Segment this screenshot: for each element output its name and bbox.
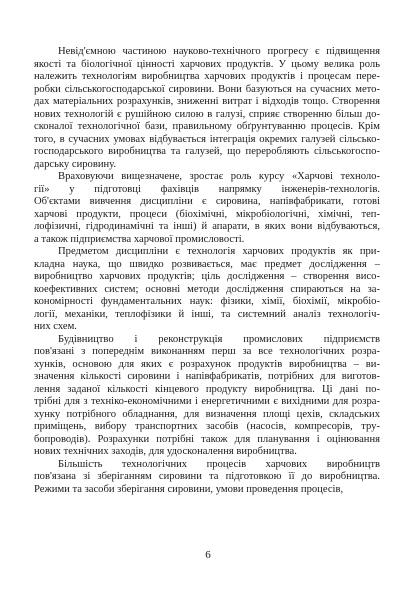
- text-line: нових технічних заходів, для удосконалення виробництва.: [34, 446, 297, 457]
- text-line: Більшість технологічних процесів харчових виробництв: [58, 458, 380, 470]
- text-line: того, в сучасних умовах відбувається інтеграція окремих галузей сільсько-: [34, 133, 380, 145]
- text-line: лофізичні, гідродинамічні та інші) й апарати, в яких вони відбуваються,: [34, 221, 380, 232]
- paragraph: [34, 46, 380, 171]
- text-line: трібні для з техніко-економічними і енергетичними є вихідними для розра-: [34, 396, 380, 407]
- body-text: [34, 46, 380, 496]
- text-line: кономірності фундаментальних наук: фізики, хімії, біохімії, мікробіо-: [34, 296, 380, 307]
- text-line: приміщень, вибору транспортних засобів (насосів, компресорів, тру-: [34, 421, 380, 432]
- text-line: виробництво харчових продуктів; ціль дослідження – створення висо-: [34, 271, 380, 282]
- text-line: лення заданої кількості кінцевого продукту виробництва. Ці дані по-: [34, 383, 380, 395]
- text-line: належить технологіям виробництва харчових продуктів і процесам пере-: [34, 71, 380, 82]
- text-line: Невід'ємною частиною науково-технічного прогресу є підвищення: [58, 46, 380, 57]
- text-line: кладна наука, що швидко розвивається, має предмет дослідження –: [34, 258, 380, 270]
- paragraph: [34, 171, 380, 246]
- text-line: Будівництво і реконструкція промислових підприємств: [58, 333, 380, 345]
- text-line: гії» у підготовці фахівців напрямку інженерів-технологів.: [34, 183, 380, 195]
- text-line: значення кількості сировини і напівфабрикатів, потрібних для виготов-: [34, 371, 380, 382]
- text-line: дарську сировину.: [34, 158, 117, 170]
- text-line: бопроводів). Розрахунки потрібні також для планування і оцінювання: [34, 433, 380, 445]
- text-line: нових технологій є рушійною силою в галузі, сприяє створенню більш до-: [34, 108, 380, 120]
- text-line: коефективних систем; основні методи дослідження спираються на за-: [34, 283, 380, 295]
- text-line: харчові продукти, процеси (біохімічні, мікробіологічні, хімічні, теп-: [34, 208, 380, 220]
- text-line: Враховуючи вищезначене, зростає роль курсу «Харчові техноло-: [58, 171, 380, 182]
- text-line: пов'язана зі зберіганням сировини та підготовкою її до виробництва.: [34, 471, 380, 482]
- paragraph: [34, 459, 380, 497]
- text-line: пов'язані з попереднім виконанням перш за все технологічних розра-: [34, 346, 380, 357]
- text-line: них схем.: [34, 321, 77, 332]
- text-line: господарського виробництва та галузей, що переробляють сільськогоспо-: [34, 146, 380, 157]
- text-line: а також підприємства харчової промисловості.: [34, 233, 245, 245]
- text-line: сконалої технологічної бази, правильному обґрунтуванню процесів. Крім: [34, 121, 380, 132]
- page-number: 6: [205, 549, 211, 561]
- text-line: якості та біологічної цінності харчових продуктів. У цьому велика роль: [34, 58, 380, 70]
- text-line: хунків, основою для яких є розрахунок продуктів виробництва – ви-: [34, 358, 380, 370]
- text-line: логії, механіки, теплофізики й інші, та системний аналіз технологіч-: [34, 308, 380, 320]
- text-line: дах матеріальних розрахунків, зниженні витрат і відходів тощо. Створення: [34, 96, 380, 107]
- text-line: Об'єктами вивчення дисципліни є сировина, напівфабрикати, готові: [34, 196, 380, 207]
- text-line: хунку потрібного обладнання, для визначення площі цехів, складських: [34, 408, 380, 420]
- paragraph: [34, 334, 380, 459]
- text-line: робки сільськогосподарської сировини. Вони базуються на сучасних мето-: [34, 83, 380, 95]
- paragraph: [34, 246, 380, 334]
- text-line: Режими та засоби зберігання сировини, умови проведення процесів,: [34, 483, 344, 495]
- text-line: Предметом дисципліни є технологія харчових продуктів як при-: [58, 246, 380, 257]
